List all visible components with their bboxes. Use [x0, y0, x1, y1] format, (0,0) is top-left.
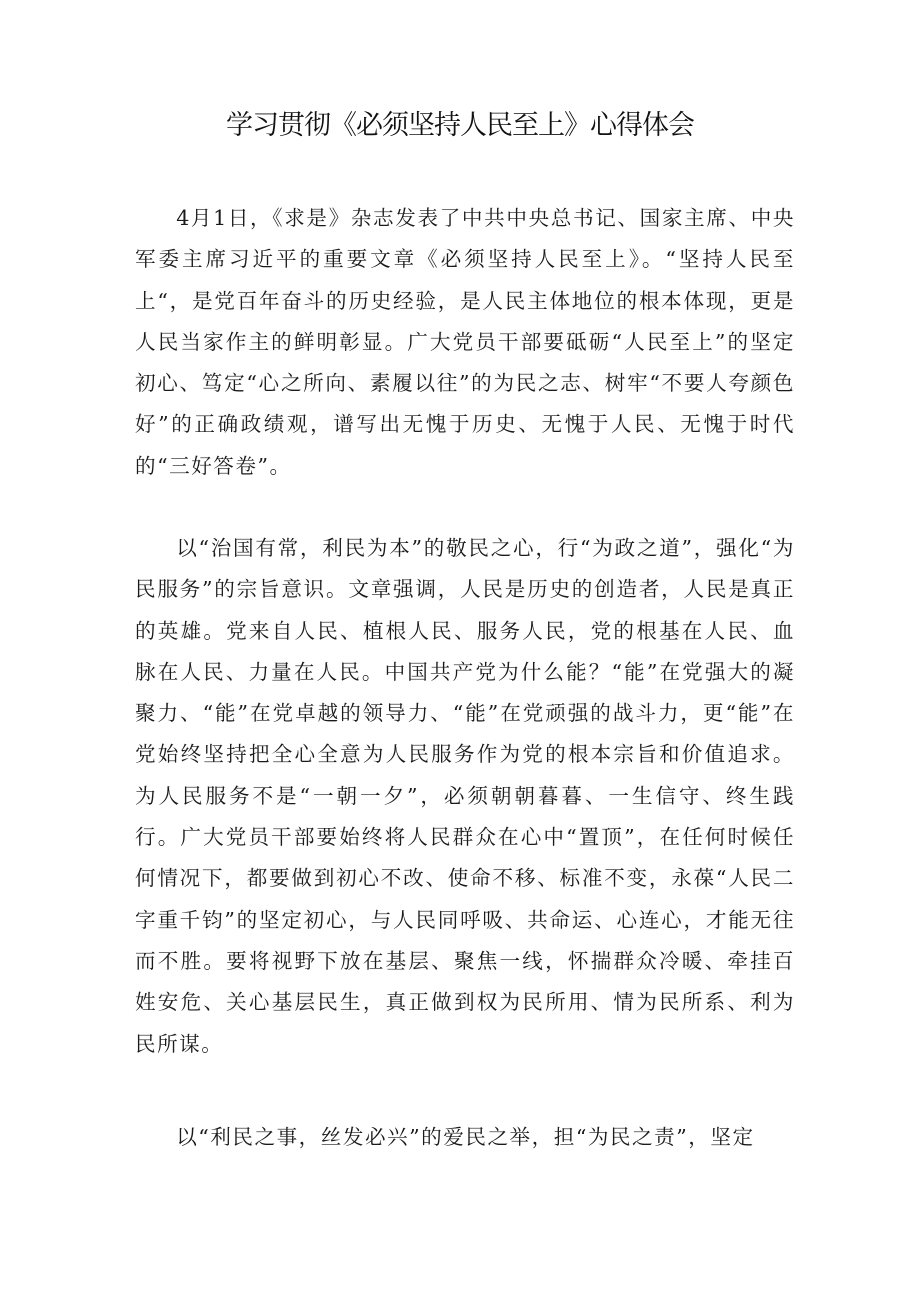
- paragraph-2: 以“治国有常，利民为本”的敬民之心，行“为政之道”，强化“为民服务”的宗旨意识。文章强调，人民是历史的创造者，人民是真正的英雄。党来自人民、植根人民、服务人民，党的根基在人民、血脉在人民、力量在人民。中国共产党为什么能？“能”在党强大的凝聚力、“能”在党卓越的领导力、“能”在党顽强的战斗力，更“能”在党始终坚持把全心全意为人民服务作为党的根本宗旨和价值追求。为人民服务不是“一朝一夕”，必须朝朝暮暮、一生信守、终生践行。广大党员干部要始终将人民群众在心中“置顶”，在任何时候任何情况下，都要做到初心不改、使命不移、标准不变，永葆“人民二字重千钧”的坚定初心，与人民同呼吸、共命运、心连心，才能无往而不胜。要将视野下放在基层、聚焦一线，怀揣群众冷暖、牵挂百姓安危、关心基层民生，真正做到权为民所用、情为民所系、利为民所谋。: [135, 536, 795, 1056]
- paragraph-1: 4月1日，《求是》杂志发表了中共中央总书记、国家主席、中央军委主席习近平的重要文章《必须坚持人民至上》。“坚持人民至上“，是党百年奋斗的历史经验，是人民主体地位的根本体现，更是人民当家作主的鲜明彰显。广大党员干部要砥砺“人民至上”的坚定初心、笃定“心之所向、素履以往”的为民之志、树牢“不要人夸颜色好”的正确政绩观，谱写出无愧于历史、无愧于人民、无愧于时代的“三好答卷”。: [135, 206, 795, 478]
- paragraph-3: 以“利民之事，丝发必兴”的爱民之举，担“为民之责”，坚定: [176, 1125, 755, 1149]
- document-title: 学习贯彻《必须坚持人民至上》心得体会: [226, 110, 694, 141]
